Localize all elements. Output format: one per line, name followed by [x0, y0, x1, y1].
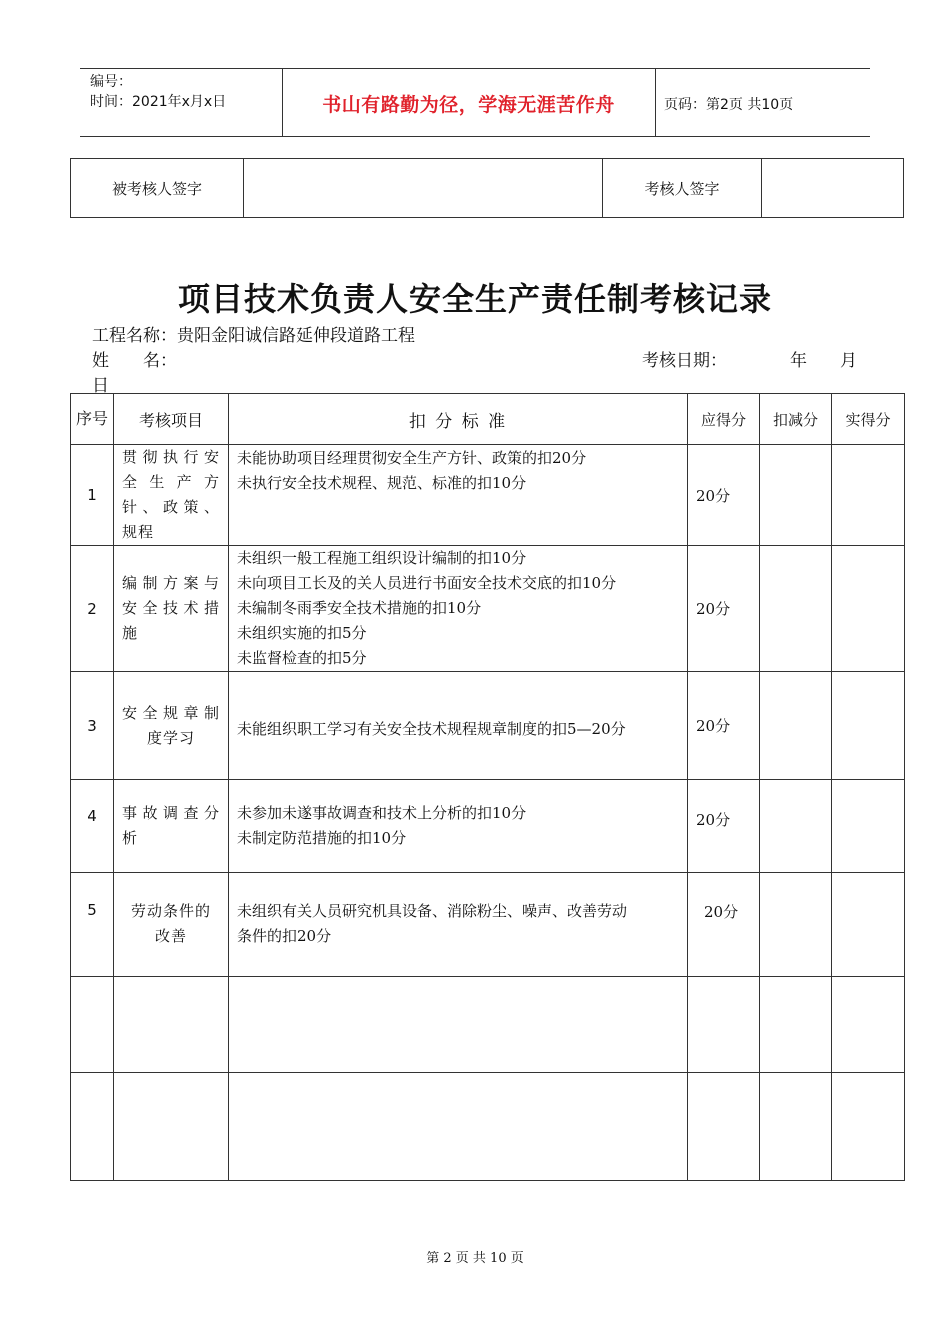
- name-label: 姓 名：: [92, 351, 177, 371]
- header-bottom-rule: [80, 136, 870, 137]
- standard-line: 条件的扣20分: [237, 927, 332, 945]
- date-month: 月: [840, 351, 857, 371]
- row-item: [114, 546, 229, 672]
- row-item-line: 劳动条件的: [130, 902, 211, 920]
- row-item-line: 施: [122, 624, 139, 642]
- standard-line: 未组织实施的扣5分: [237, 624, 367, 642]
- table-row: [71, 546, 905, 672]
- row-deduct-cell[interactable]: [760, 780, 832, 873]
- row-item: [114, 672, 229, 780]
- row-deduct-cell[interactable]: [760, 546, 832, 672]
- date-label: 考核日期：: [642, 351, 727, 371]
- empty-cell[interactable]: [760, 977, 832, 1073]
- row-deduct-cell[interactable]: [760, 445, 832, 546]
- row-due-score: 20分: [688, 445, 760, 546]
- empty-cell[interactable]: [114, 977, 229, 1073]
- header-standard: 扣 分 标 准: [229, 394, 688, 445]
- row-item-line: 改善: [154, 927, 187, 945]
- standard-line: 未监督检查的扣5分: [237, 649, 367, 667]
- header-item: 考核项目: [114, 394, 229, 445]
- page-indicator: 页码：第2页 共10页: [664, 97, 794, 113]
- empty-cell[interactable]: [832, 977, 905, 1073]
- standard-line: 未组织有关人员研究机具设备、消除粉尘、噪声、改善劳动: [237, 902, 628, 920]
- standard-line: 未能组织职工学习有关安全技术规程规章制度的扣5—20分: [237, 720, 626, 738]
- row-due-score: 20分: [688, 780, 760, 873]
- row-standard: [229, 546, 688, 672]
- header-seq: 序号: [71, 394, 114, 445]
- row-deduct-cell[interactable]: [760, 672, 832, 780]
- header-motto: 书山有路勤为径，学海无涯苦作舟: [322, 94, 615, 116]
- row-actual-cell[interactable]: [832, 780, 905, 873]
- empty-cell[interactable]: [114, 1073, 229, 1181]
- row-actual-cell[interactable]: [832, 873, 905, 977]
- table-row: [71, 780, 905, 873]
- date-year: 年: [790, 351, 807, 371]
- table-row: [71, 445, 905, 546]
- standard-line: 未编制冬雨季安全技术措施的扣10分: [237, 599, 482, 617]
- standard-line: 未制定防范措施的扣10分: [237, 829, 407, 847]
- table-header-row: [71, 394, 905, 445]
- row-item: [114, 873, 229, 977]
- row-due-score: 20分: [688, 546, 760, 672]
- row-item-line: 编制方案与: [122, 574, 220, 592]
- empty-cell[interactable]: [832, 1073, 905, 1181]
- row-item: [114, 780, 229, 873]
- row-item-line: 析: [122, 829, 139, 847]
- project-name: 工程名称：贵阳金阳诚信路延伸段道路工程: [92, 326, 415, 346]
- row-seq: 5: [71, 873, 114, 977]
- empty-cell[interactable]: [688, 1073, 760, 1181]
- row-item-line: 安全技术措: [122, 599, 220, 617]
- serial-label: 编号：: [90, 74, 132, 90]
- page-title: 项目技术负责人安全生产责任制考核记录: [177, 280, 772, 318]
- row-item-line: 规程: [122, 523, 155, 541]
- empty-cell[interactable]: [688, 977, 760, 1073]
- header-top-rule: [80, 68, 870, 69]
- table-row: [71, 672, 905, 780]
- row-item-line: 针、政策、: [122, 498, 220, 516]
- header-due: 应得分: [688, 394, 760, 445]
- empty-table-row: [71, 977, 905, 1073]
- page-footer: 第 2 页 共 10 页: [426, 1251, 524, 1266]
- table-row: [71, 873, 905, 977]
- row-item-line: 安全规章制: [122, 703, 220, 722]
- row-standard: [229, 445, 688, 546]
- row-item-line: 事故调查分: [122, 804, 220, 822]
- row-item-line: 全生产方: [122, 473, 220, 491]
- header-actual: 实得分: [832, 394, 905, 445]
- header-deduct: 扣减分: [760, 394, 832, 445]
- row-item-line: 贯彻执行安: [122, 448, 220, 466]
- header-divider-right: [655, 68, 656, 136]
- row-deduct-cell[interactable]: [760, 873, 832, 977]
- empty-cell[interactable]: [760, 1073, 832, 1181]
- empty-cell[interactable]: [71, 977, 114, 1073]
- row-seq: 3: [71, 672, 114, 780]
- row-item-line: 度学习: [146, 728, 195, 747]
- row-standard: [229, 873, 688, 977]
- standard-line: 未执行安全技术规程、规范、标准的扣10分: [237, 474, 527, 492]
- empty-table-row: [71, 1073, 905, 1181]
- standard-line: 未参加未遂事故调查和技术上分析的扣10分: [237, 804, 527, 822]
- standard-line: 未能协助项目经理贯彻安全生产方针、政策的扣20分: [237, 449, 587, 467]
- standard-line: 未向项目工长及的关人员进行书面安全技术交底的扣10分: [237, 574, 617, 592]
- signature-table: [70, 158, 904, 218]
- examiner-sign-label: 考核人签字: [603, 159, 762, 218]
- empty-cell[interactable]: [229, 1073, 688, 1181]
- row-seq: 4: [71, 780, 114, 873]
- standard-line: 未组织一般工程施工组织设计编制的扣10分: [237, 549, 527, 567]
- row-standard: [229, 672, 688, 780]
- date-day: 日: [92, 376, 109, 396]
- examiner-sign-field[interactable]: [762, 159, 904, 218]
- row-seq: 2: [71, 546, 114, 672]
- row-due-score: 20分: [688, 672, 760, 780]
- examinee-sign-field[interactable]: [244, 159, 603, 218]
- empty-cell[interactable]: [71, 1073, 114, 1181]
- row-actual-cell[interactable]: [832, 546, 905, 672]
- row-standard: [229, 780, 688, 873]
- examinee-sign-label: 被考核人签字: [71, 159, 244, 218]
- row-item: [114, 445, 229, 546]
- row-due-score: 20分: [688, 873, 760, 977]
- row-seq: 1: [71, 445, 114, 546]
- row-actual-cell[interactable]: [832, 672, 905, 780]
- empty-cell[interactable]: [229, 977, 688, 1073]
- time-label: 时间：2021年x月x日: [90, 94, 227, 110]
- assessment-table: [70, 393, 905, 1181]
- row-actual-cell[interactable]: [832, 445, 905, 546]
